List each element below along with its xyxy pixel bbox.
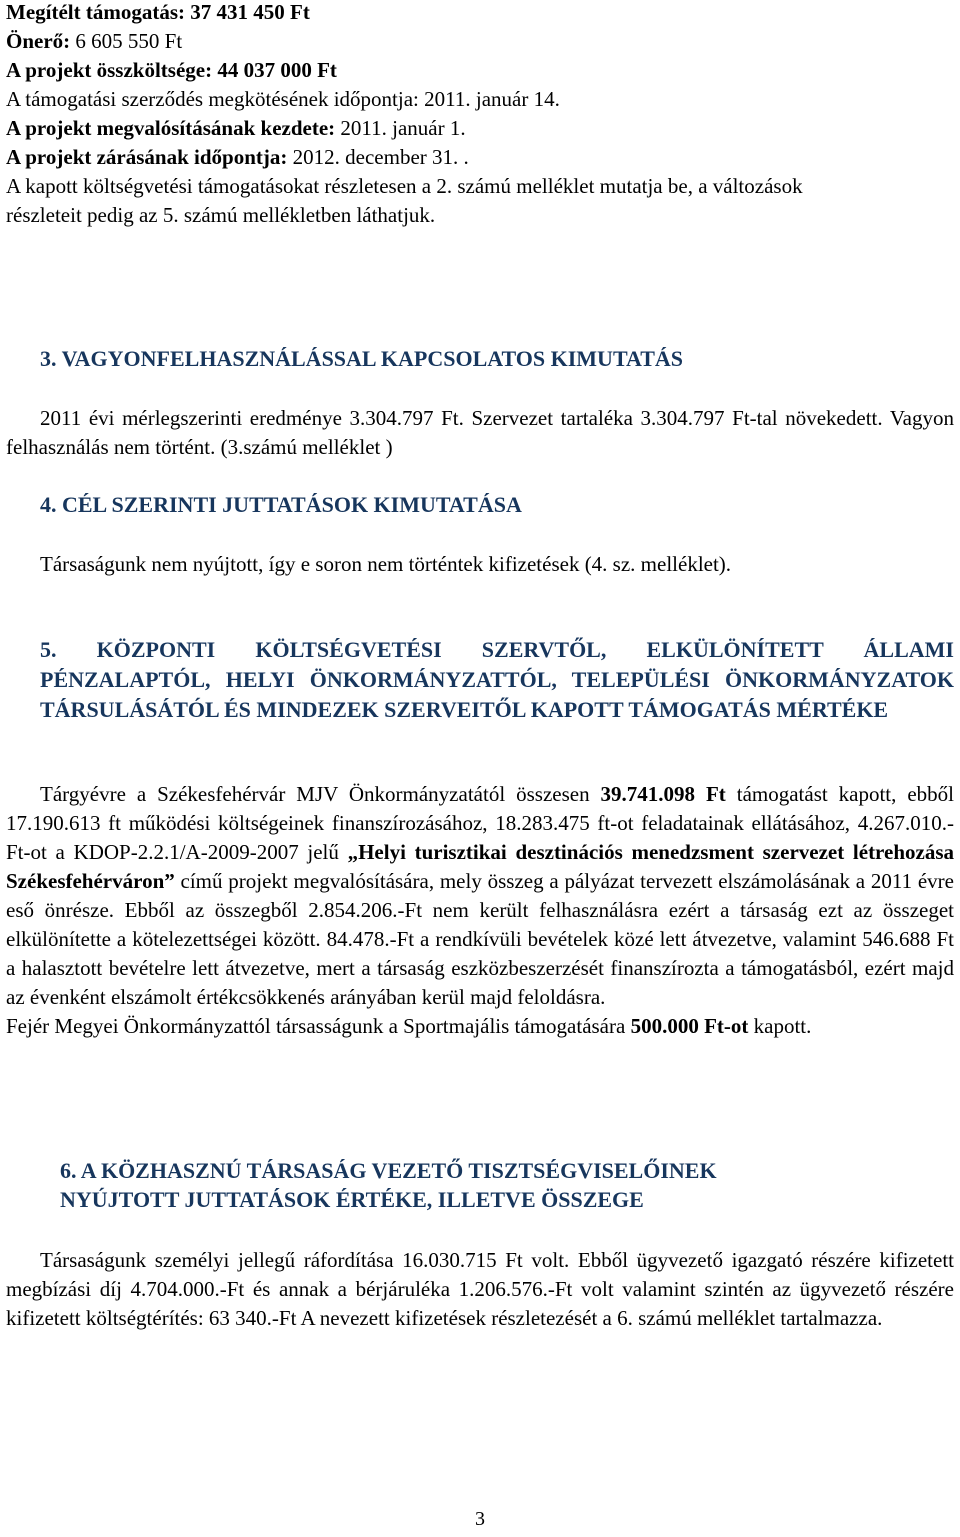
section-3-title: 3. VAGYONFELHASZNÁLÁSSAL KAPCSOLATOS KIMUTATÁS (40, 346, 684, 371)
project-start: A projekt megvalósításának kezdete: 2011. január 1. (6, 116, 466, 140)
project-summary (6, 0, 866, 230)
section-6-text: Társaságunk személyi jellegű ráfordítása 16.030.715 Ft volt. Ebből ügyvezető igazgató részére kifizetett megbízási díj 4.704.000.-Ft és annak a bérjáruléka 1.206.576.-Ft volt valamint szintén az ügyvezető részére kifizetett költségtérítés: 63 340.-Ft A nevezett kifizetések részletezését a 6. számú melléklet tartalmazza. (6, 1248, 954, 1330)
section-5-body (6, 780, 954, 1041)
page-number: 3 (475, 1508, 485, 1530)
contract-date: A támogatási szerződés megkötésének időpontja: 2011. január 14. (6, 87, 560, 111)
section-5-paragraph-1: Tárgyévre a Székesfehérvár MJV Önkormányzatától összesen 39.741.098 Ft támogatást kapott, ebből 17.190.613 ft működési költségeinek finanszírozásához, 18.283.475 ft-ot feladatainak ellátásához, 4.267.010.-Ft-ot a KDOP-2.2.1/A-2009-2007 jelű „Helyi turisztikai desztinációs menedzsment szervezet létrehozása Székesfehérváron” című projekt megvalósítására, mely összeg a pályázat tervezett elszámolásának a 2011 évre eső önrésze. Ebből az összegből 2.854.206.-Ft nem került felhasználásra ezért a társaság ezt az összeget elkülönítette a kötelezettségei között. 84.478.-Ft a rendkívüli bevételek közé lett átvezetve, valamint 546.688 Ft a halasztott bevételre lett átvezetve, mert a társaság eszközbeszerzését finanszírozta a támogatásból, ezért majd az évenként elszámolt értékcsökkenés arányában kerül majd feloldásra. (6, 782, 954, 1009)
section-4-title: 4. CÉL SZERINTI JUTTATÁSOK KIMUTATÁSA (40, 492, 522, 517)
awarded-support: Megítélt támogatás: 37 431 450 Ft (6, 0, 310, 24)
section-5-paragraph-2: Fejér Megyei Önkormányzattól társasságunk a Sportmajális támogatására 500.000 Ft-ot kapott. (6, 1014, 812, 1038)
budget-support-note: A kapott költségvetési támogatásokat részletesen a 2. számú melléklet mutatja be, a változások részleteit pedig az 5. számú mellékletben láthatjuk. (6, 174, 803, 227)
project-close: A projekt zárásának időpontja: 2012. december 31. . (6, 145, 469, 169)
section-6-title: 6. A KÖZHASZNÚ TÁRSASÁG VEZETŐ TISZTSÉGVISELŐINEK NYÚJTOTT JUTTATÁSOK ÉRTÉKE, ILLETVE ÖSSZEGE (60, 1158, 717, 1212)
own-contribution: Önerő: 6 605 550 Ft (6, 29, 183, 53)
section-4-text: Társaságunk nem nyújtott, így e soron nem történtek kifizetések (4. sz. melléklet). (40, 552, 732, 576)
section-5-title: 5. KÖZPONTI KÖLTSÉGVETÉSI SZERVTŐL, ELKÜLÖNÍTETT ÁLLAMI PÉNZALAPTÓL, HELYI ÖNKORMÁNYZATTÓL, TELEPÜLÉSI ÖNKORMÁNYZATOK TÁRSULÁSÁTÓL ÉS MINDEZEK SZERVEITŐL KAPOTT TÁMOGATÁS MÉRTÉKE (40, 637, 954, 722)
project-total-cost: A projekt összköltsége: 44 037 000 Ft (6, 58, 337, 82)
section-3-text: 2011 évi mérlegszerinti eredménye 3.304.797 Ft. Szervezet tartaléka 3.304.797 Ft-tal növekedett. Vagyon felhasználás nem történt. (3.számú melléklet ) (6, 406, 954, 459)
